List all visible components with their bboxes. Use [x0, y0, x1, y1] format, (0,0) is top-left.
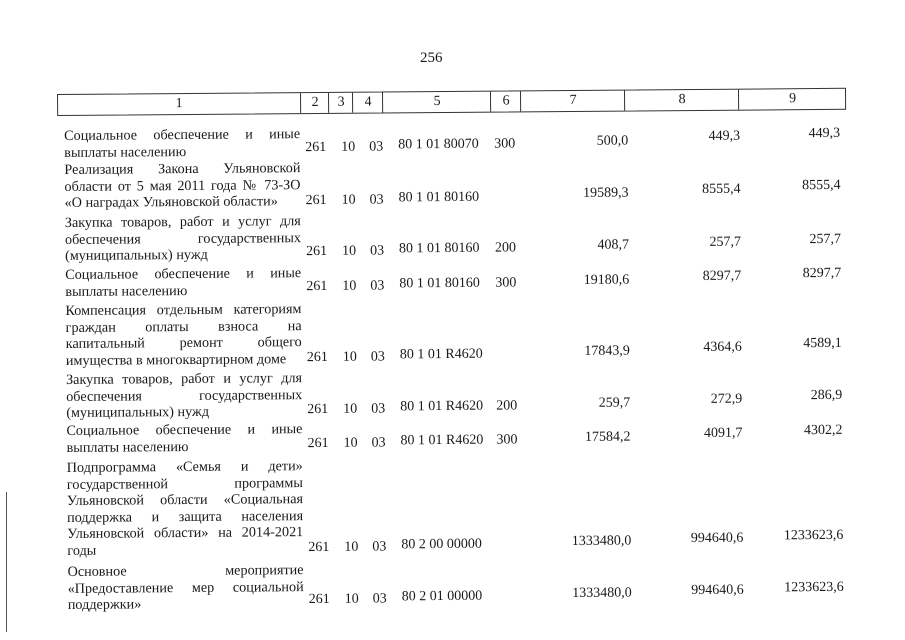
- cell-col2: 261: [306, 349, 328, 366]
- cell-col7: 1333480,0: [571, 533, 632, 549]
- cell-col8: 272,9: [710, 391, 743, 407]
- cell-col3: 10: [341, 192, 356, 208]
- cell-col3: 10: [343, 401, 358, 417]
- cell-col3: 10: [344, 591, 359, 607]
- cell-col7: 1333480,0: [572, 585, 632, 601]
- column-header-4: 4: [352, 92, 383, 112]
- cell-col7: 17843,9: [584, 343, 630, 359]
- cell-col3: 10: [343, 435, 358, 451]
- cell-col6: 200: [494, 240, 517, 256]
- cell-col5: 80 1 01 R4620: [399, 346, 483, 363]
- cell-col7: 19589,3: [583, 185, 629, 201]
- cell-col9: 449,3: [808, 125, 841, 142]
- cell-col2: 261: [307, 401, 329, 418]
- cell-col6: 300: [494, 136, 516, 152]
- row-description: Социальное обеспечение и иные выплаты населению: [64, 126, 301, 161]
- cell-col5: 80 2 00 00000: [401, 536, 482, 553]
- cell-col4: 03: [372, 591, 387, 607]
- cell-col5: 80 1 01 80160: [399, 275, 480, 292]
- cell-col8: 8555,4: [702, 181, 741, 197]
- cell-col9: 1233623,6: [783, 527, 844, 544]
- cell-col4: 03: [371, 435, 386, 451]
- cell-col3: 10: [341, 139, 356, 155]
- column-header-2: 2: [300, 93, 329, 113]
- cell-col7: 17584,2: [584, 429, 631, 445]
- cell-col2: 261: [305, 243, 328, 260]
- column-header-5: 5: [382, 92, 491, 113]
- cell-col8: 449,3: [708, 128, 741, 144]
- cell-col9: 4589,1: [803, 335, 842, 352]
- cell-col5: 80 1 01 80070: [398, 136, 479, 153]
- cell-col2: 261: [308, 539, 330, 556]
- row-description: Закупка товаров, работ и услуг для обеспечения государственных (муниципальных) нужд: [65, 370, 303, 421]
- cell-col3: 10: [342, 349, 357, 365]
- cell-col5: 80 1 01 R4620: [400, 398, 484, 415]
- row-description: Социальное обеспечение и иные выплаты населению: [66, 421, 303, 456]
- row-description: Социальное обеспечение и иные выплаты населению: [65, 265, 302, 300]
- cell-col5: 80 1 01 80160: [398, 240, 480, 257]
- cell-col7: 259,7: [598, 395, 631, 411]
- row-description: Основное мероприятие «Предоставление мер социальной поддержки»: [67, 562, 304, 613]
- column-header-6: 6: [490, 91, 521, 111]
- cell-col9: 257,7: [809, 231, 842, 248]
- cell-col7: 408,7: [597, 237, 630, 253]
- table-row: [0, 121, 905, 161]
- cell-col8: 994640,6: [691, 582, 744, 599]
- cell-col6: 200: [496, 398, 518, 414]
- scan-margin-line: [6, 492, 7, 632]
- cell-col6: 300: [496, 432, 518, 448]
- page-number: 256: [420, 50, 443, 66]
- cell-col4: 03: [370, 278, 385, 294]
- cell-col5: 80 1 01 R4620: [400, 432, 484, 449]
- cell-col4: 03: [369, 192, 384, 208]
- column-header-1: 1: [175, 96, 183, 112]
- cell-col4: 03: [370, 349, 385, 365]
- row-description: Подпрограмма «Семья и дети» государственной программы Ульяновской области «Социальная поддержка и защита населения Ульяновской области» на 2014-2021 годы: [66, 458, 304, 559]
- row-description: Закупка товаров, работ и услуг для обеспечения государственных (муниципальных) нужд: [64, 213, 301, 264]
- column-header-3: 3: [328, 93, 353, 113]
- table-row: [3, 557, 905, 613]
- cell-col8: 4364,6: [703, 339, 742, 355]
- cell-col4: 03: [371, 401, 386, 417]
- cell-col7: 19180,6: [583, 272, 630, 288]
- cell-col3: 10: [341, 243, 357, 259]
- cell-col2: 261: [306, 278, 328, 295]
- cell-col8: 257,7: [709, 234, 742, 250]
- cell-col2: 261: [305, 139, 327, 156]
- cell-col4: 03: [372, 539, 387, 555]
- cell-col4: 03: [369, 243, 385, 259]
- cell-col4: 03: [369, 139, 384, 155]
- cell-col3: 10: [342, 278, 357, 294]
- cell-col3: 10: [344, 539, 359, 555]
- cell-col9: 8555,4: [801, 177, 841, 194]
- cell-col2: 261: [308, 591, 330, 608]
- row-description: Реализация Закона Ульяновской области от 5 мая 2011 года № 73-ЗО «О наградах Ульяновской области»: [64, 160, 301, 211]
- column-header-8: 8: [624, 90, 739, 111]
- cell-col9: 4302,2: [803, 422, 843, 439]
- cell-col2: 261: [305, 192, 327, 209]
- cell-col6: 300: [495, 275, 517, 291]
- cell-col8: 4091,7: [703, 425, 743, 441]
- cell-col2: 261: [307, 435, 329, 452]
- row-description: Компенсация отдельным категориям граждан оплаты взноса на капитальный ремонт общего имущества в многоквартирном доме: [65, 301, 302, 369]
- cell-col8: 8297,7: [702, 268, 742, 284]
- cell-col9: 1233623,6: [784, 579, 844, 596]
- cell-col5: 80 1 01 80160: [398, 189, 480, 206]
- cell-col9: 8297,7: [802, 265, 842, 282]
- cell-col5: 80 2 01 00000: [401, 588, 483, 605]
- cell-col8: 994640,6: [690, 530, 744, 547]
- column-header-9: 9: [738, 89, 846, 110]
- cell-col9: 286,9: [810, 387, 843, 404]
- column-header-7: 7: [520, 91, 625, 112]
- cell-col7: 500,0: [596, 133, 629, 149]
